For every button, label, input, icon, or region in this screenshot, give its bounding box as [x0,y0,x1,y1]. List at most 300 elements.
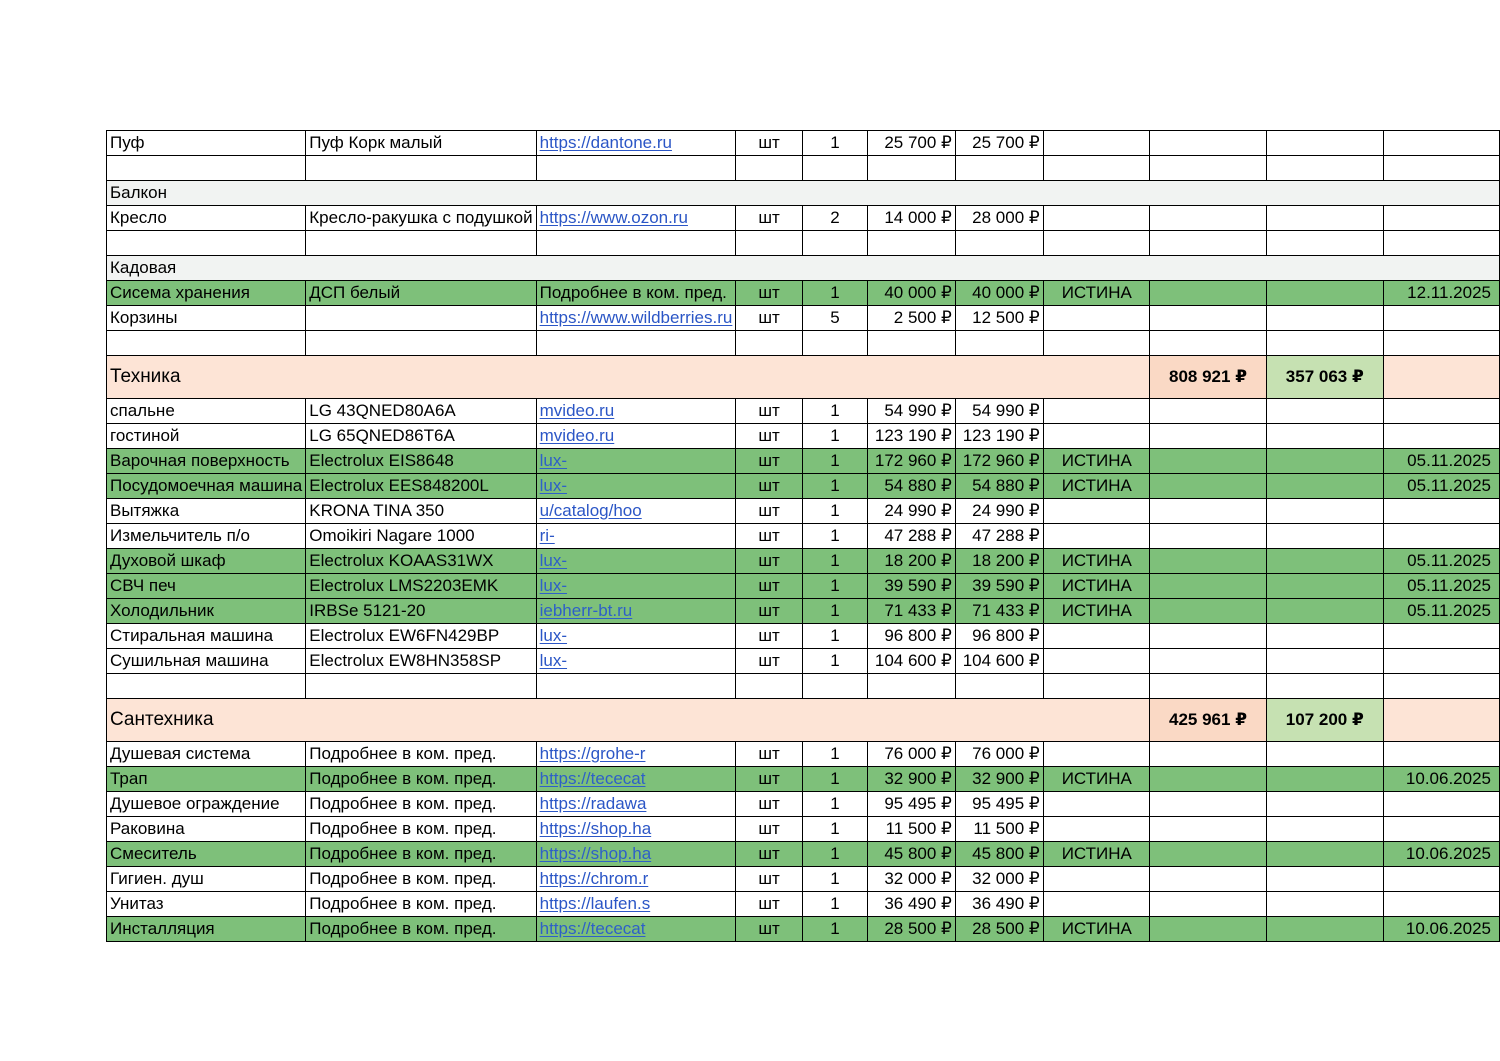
item-qty-cell[interactable]: 1 [802,424,867,449]
empty-cell[interactable] [1150,331,1267,356]
item-link-cell[interactable] [536,206,736,231]
item-model-cell[interactable]: Подробнее в ком. пред. [306,867,536,892]
item-model-cell[interactable]: Electrolux EW6FN429BP [306,624,536,649]
item-total-cell[interactable]: 18 200 ₽ [955,549,1043,574]
empty-cell[interactable] [1266,624,1383,649]
empty-cell[interactable] [1150,649,1267,674]
item-price-cell[interactable]: 54 880 ₽ [868,474,956,499]
item-unit-cell[interactable]: шт [736,892,803,917]
item-paid-flag-cell[interactable] [1043,524,1149,549]
item-model-cell[interactable]: Подробнее в ком. пред. [306,817,536,842]
item-link[interactable]: https://shop.ha [539,844,652,863]
item-paid-flag-cell[interactable] [1043,624,1149,649]
item-link-cell[interactable] [536,524,736,549]
empty-cell[interactable] [1383,674,1499,699]
item-date-cell[interactable] [1383,399,1499,424]
empty-cell[interactable] [1150,574,1267,599]
item-price-cell[interactable]: 123 190 ₽ [868,424,956,449]
empty-cell[interactable] [1150,842,1267,867]
item-name-cell[interactable]: Унитаз [107,892,306,917]
item-link[interactable]: lux- [539,576,568,595]
empty-cell[interactable] [306,674,536,699]
item-paid-flag-cell[interactable] [1043,306,1149,331]
item-paid-flag-cell[interactable] [1043,792,1149,817]
empty-cell[interactable] [1150,892,1267,917]
item-name-cell[interactable]: спальне [107,399,306,424]
item-link-cell[interactable] [536,449,736,474]
empty-cell[interactable] [1043,156,1149,181]
item-qty-cell[interactable]: 1 [802,449,867,474]
empty-cell[interactable] [802,674,867,699]
item-date-cell[interactable] [1383,131,1499,156]
item-total-cell[interactable]: 76 000 ₽ [955,742,1043,767]
item-date-cell[interactable]: 10.06.2025 [1383,767,1499,792]
item-link-cell[interactable] [536,399,736,424]
item-name-cell[interactable]: Стиральная машина [107,624,306,649]
item-link-cell[interactable] [536,817,736,842]
item-date-cell[interactable] [1383,817,1499,842]
item-unit-cell[interactable]: шт [736,306,803,331]
empty-cell[interactable] [1266,842,1383,867]
item-total-cell[interactable]: 12 500 ₽ [955,306,1043,331]
item-model-cell[interactable]: ДСП белый [306,281,536,306]
item-total-cell[interactable]: 25 700 ₽ [955,131,1043,156]
item-paid-flag-cell[interactable]: ИСТИНА [1043,449,1149,474]
item-name-cell[interactable]: Гигиен. душ [107,867,306,892]
item-link-cell[interactable] [536,424,736,449]
empty-cell[interactable] [1150,524,1267,549]
empty-cell[interactable] [868,331,956,356]
empty-cell[interactable] [1150,867,1267,892]
item-date-cell[interactable] [1383,499,1499,524]
empty-cell[interactable] [1266,399,1383,424]
item-link[interactable]: mvideo.ru [539,401,615,420]
item-price-cell[interactable]: 76 000 ₽ [868,742,956,767]
item-link[interactable]: https://laufen.s [539,894,651,913]
item-date-cell[interactable] [1383,792,1499,817]
item-qty-cell[interactable]: 1 [802,624,867,649]
item-unit-cell[interactable]: шт [736,917,803,942]
empty-cell[interactable] [1150,917,1267,942]
empty-cell[interactable] [1383,156,1499,181]
empty-cell[interactable] [536,674,736,699]
item-date-cell[interactable]: 05.11.2025 [1383,599,1499,624]
empty-cell[interactable] [1150,156,1267,181]
item-link[interactable]: https://shop.ha [539,819,652,838]
item-date-cell[interactable]: 10.06.2025 [1383,917,1499,942]
item-paid-flag-cell[interactable]: ИСТИНА [1043,599,1149,624]
item-price-cell[interactable]: 95 495 ₽ [868,792,956,817]
empty-cell[interactable] [1266,131,1383,156]
item-qty-cell[interactable]: 1 [802,867,867,892]
item-name-cell[interactable]: Варочная поверхность [107,449,306,474]
item-link[interactable]: u/catalog/hoo [539,501,642,520]
empty-cell[interactable] [306,231,536,256]
empty-cell[interactable] [802,231,867,256]
item-model-cell[interactable]: Подробнее в ком. пред. [306,767,536,792]
item-total-cell[interactable]: 45 800 ₽ [955,842,1043,867]
item-link[interactable]: https://tececat [539,919,646,938]
item-link-cell[interactable] [536,892,736,917]
empty-cell[interactable] [1266,524,1383,549]
empty-cell[interactable] [955,231,1043,256]
empty-cell[interactable] [802,331,867,356]
item-date-cell[interactable]: 05.11.2025 [1383,574,1499,599]
item-link[interactable]: https://dantone.ru [539,133,672,152]
empty-cell[interactable] [1043,231,1149,256]
item-link-cell[interactable] [536,549,736,574]
empty-cell[interactable] [1150,792,1267,817]
item-link[interactable]: lux- [539,551,568,570]
item-qty-cell[interactable]: 1 [802,817,867,842]
item-total-cell[interactable]: 32 000 ₽ [955,867,1043,892]
item-qty-cell[interactable]: 1 [802,792,867,817]
empty-cell[interactable] [1266,892,1383,917]
item-paid-flag-cell[interactable] [1043,399,1149,424]
empty-cell[interactable] [1266,424,1383,449]
item-price-cell[interactable]: 71 433 ₽ [868,599,956,624]
item-unit-cell[interactable]: шт [736,649,803,674]
item-date-cell[interactable] [1383,742,1499,767]
item-unit-cell[interactable]: шт [736,624,803,649]
empty-cell[interactable] [1150,474,1267,499]
empty-cell[interactable] [1150,424,1267,449]
item-link-cell[interactable] [536,624,736,649]
item-link[interactable]: https://www.ozon.ru [539,208,688,227]
empty-cell[interactable] [1266,917,1383,942]
item-unit-cell[interactable]: шт [736,574,803,599]
item-name-cell[interactable]: Измельчитель п/о [107,524,306,549]
empty-cell[interactable] [1266,499,1383,524]
item-price-cell[interactable]: 40 000 ₽ [868,281,956,306]
item-name-cell[interactable]: СВЧ печ [107,574,306,599]
item-name-cell[interactable]: Пуф [107,131,306,156]
empty-cell[interactable] [1266,306,1383,331]
empty-cell[interactable] [1266,449,1383,474]
empty-cell[interactable] [1150,767,1267,792]
item-price-cell[interactable]: 2 500 ₽ [868,306,956,331]
item-price-cell[interactable]: 14 000 ₽ [868,206,956,231]
item-price-cell[interactable]: 36 490 ₽ [868,892,956,917]
item-qty-cell[interactable]: 1 [802,842,867,867]
empty-cell[interactable] [868,231,956,256]
item-paid-flag-cell[interactable]: ИСТИНА [1043,842,1149,867]
item-model-cell[interactable]: Electrolux EIS8648 [306,449,536,474]
item-price-cell[interactable]: 28 500 ₽ [868,917,956,942]
empty-cell[interactable] [1266,474,1383,499]
empty-cell[interactable] [1043,674,1149,699]
item-unit-cell[interactable]: шт [736,742,803,767]
item-date-cell[interactable] [1383,892,1499,917]
item-name-cell[interactable]: Смеситель [107,842,306,867]
item-price-cell[interactable]: 96 800 ₽ [868,624,956,649]
empty-cell[interactable] [1266,674,1383,699]
item-link[interactable]: https://www.wildberries.ru [539,308,733,327]
item-date-cell[interactable] [1383,524,1499,549]
empty-cell[interactable] [1150,399,1267,424]
item-total-cell[interactable]: 11 500 ₽ [955,817,1043,842]
empty-cell[interactable] [1150,674,1267,699]
item-name-cell[interactable]: Холодильник [107,599,306,624]
item-name-cell[interactable]: Кресло [107,206,306,231]
item-model-cell[interactable]: Пуф Корк малый [306,131,536,156]
item-link[interactable]: lux- [539,626,568,645]
item-unit-cell[interactable]: шт [736,767,803,792]
item-model-cell[interactable]: Electrolux EW8HN358SP [306,649,536,674]
item-unit-cell[interactable]: шт [736,524,803,549]
item-link[interactable]: https://grohe-r [539,744,646,763]
item-price-cell[interactable]: 172 960 ₽ [868,449,956,474]
item-date-cell[interactable]: 05.11.2025 [1383,474,1499,499]
item-qty-cell[interactable]: 1 [802,574,867,599]
empty-cell[interactable] [1266,574,1383,599]
item-total-cell[interactable]: 24 990 ₽ [955,499,1043,524]
item-paid-flag-cell[interactable]: ИСТИНА [1043,549,1149,574]
item-price-cell[interactable]: 11 500 ₽ [868,817,956,842]
item-date-cell[interactable] [1383,624,1499,649]
empty-cell[interactable] [1266,281,1383,306]
item-link-cell[interactable] [536,867,736,892]
item-qty-cell[interactable]: 1 [802,399,867,424]
empty-cell[interactable] [1150,742,1267,767]
empty-cell[interactable] [1266,206,1383,231]
item-paid-flag-cell[interactable]: ИСТИНА [1043,474,1149,499]
item-link-cell[interactable] [536,842,736,867]
item-total-cell[interactable]: 32 900 ₽ [955,767,1043,792]
item-link-cell[interactable] [536,792,736,817]
item-price-cell[interactable]: 18 200 ₽ [868,549,956,574]
item-link-cell[interactable] [536,306,736,331]
item-link-cell[interactable] [536,649,736,674]
item-qty-cell[interactable]: 5 [802,306,867,331]
item-link-cell[interactable] [536,474,736,499]
item-paid-flag-cell[interactable] [1043,817,1149,842]
empty-cell[interactable] [802,156,867,181]
item-paid-flag-cell[interactable] [1043,742,1149,767]
empty-cell[interactable] [868,674,956,699]
item-price-cell[interactable]: 104 600 ₽ [868,649,956,674]
item-unit-cell[interactable]: шт [736,281,803,306]
item-unit-cell[interactable]: шт [736,549,803,574]
item-price-cell[interactable]: 47 288 ₽ [868,524,956,549]
item-model-cell[interactable]: Кресло-ракушка с подушкой [306,206,536,231]
item-date-cell[interactable] [1383,424,1499,449]
item-link[interactable]: lux- [539,451,568,470]
item-link-cell[interactable] [536,574,736,599]
item-name-cell[interactable]: Вытяжка [107,499,306,524]
item-link-cell[interactable] [536,742,736,767]
item-model-cell[interactable]: Подробнее в ком. пред. [306,742,536,767]
item-total-cell[interactable]: 54 990 ₽ [955,399,1043,424]
item-link[interactable]: mvideo.ru [539,426,615,445]
item-name-cell[interactable]: Душевая система [107,742,306,767]
item-paid-flag-cell[interactable]: ИСТИНА [1043,767,1149,792]
item-date-cell[interactable] [1383,206,1499,231]
item-model-cell[interactable]: Omoikiri Nagare 1000 [306,524,536,549]
empty-cell[interactable] [107,331,306,356]
item-unit-cell[interactable]: шт [736,206,803,231]
empty-cell[interactable] [1266,817,1383,842]
item-link[interactable]: https://chrom.r [539,869,649,888]
item-model-cell[interactable]: KRONA TINA 350 [306,499,536,524]
empty-cell[interactable] [736,231,803,256]
item-date-cell[interactable] [1383,867,1499,892]
item-model-cell[interactable]: LG 65QNED86T6A [306,424,536,449]
item-model-cell[interactable]: Electrolux LMS2203EMK [306,574,536,599]
item-qty-cell[interactable]: 1 [802,742,867,767]
item-total-cell[interactable]: 36 490 ₽ [955,892,1043,917]
empty-cell[interactable] [736,331,803,356]
item-link-cell[interactable] [536,499,736,524]
item-qty-cell[interactable]: 1 [802,524,867,549]
item-paid-flag-cell[interactable]: ИСТИНА [1043,281,1149,306]
item-date-cell[interactable] [1383,306,1499,331]
item-total-cell[interactable]: 172 960 ₽ [955,449,1043,474]
item-link-cell[interactable] [536,131,736,156]
item-link-cell[interactable] [536,767,736,792]
empty-cell[interactable] [1266,331,1383,356]
item-name-cell[interactable]: Посудомоечная машина [107,474,306,499]
item-qty-cell[interactable]: 2 [802,206,867,231]
item-name-cell[interactable]: Инсталляция [107,917,306,942]
item-model-cell[interactable]: Electrolux KOAAS31WX [306,549,536,574]
item-paid-flag-cell[interactable] [1043,206,1149,231]
item-paid-flag-cell[interactable] [1043,499,1149,524]
item-qty-cell[interactable]: 1 [802,499,867,524]
empty-cell[interactable] [1150,449,1267,474]
item-unit-cell[interactable]: шт [736,449,803,474]
empty-cell[interactable] [1266,649,1383,674]
item-paid-flag-cell[interactable] [1043,867,1149,892]
item-link-cell[interactable] [536,599,736,624]
empty-cell[interactable] [1150,817,1267,842]
item-unit-cell[interactable]: шт [736,867,803,892]
item-date-cell[interactable]: 05.11.2025 [1383,449,1499,474]
item-paid-flag-cell[interactable] [1043,892,1149,917]
item-model-cell[interactable]: Electrolux EES848200L [306,474,536,499]
item-total-cell[interactable]: 123 190 ₽ [955,424,1043,449]
item-unit-cell[interactable]: шт [736,424,803,449]
empty-cell[interactable] [1266,767,1383,792]
item-total-cell[interactable]: 40 000 ₽ [955,281,1043,306]
item-name-cell[interactable]: Духовой шкаф [107,549,306,574]
empty-cell[interactable] [1383,331,1499,356]
item-name-cell[interactable]: Сисема хранения [107,281,306,306]
item-price-cell[interactable]: 24 990 ₽ [868,499,956,524]
empty-cell[interactable] [1150,599,1267,624]
item-price-cell[interactable]: 39 590 ₽ [868,574,956,599]
item-link[interactable]: https://radawa [539,794,647,813]
empty-cell[interactable] [955,331,1043,356]
item-total-cell[interactable]: 28 500 ₽ [955,917,1043,942]
item-name-cell[interactable]: Трап [107,767,306,792]
item-name-cell[interactable]: гостиной [107,424,306,449]
item-unit-cell[interactable]: шт [736,842,803,867]
item-unit-cell[interactable]: шт [736,474,803,499]
item-qty-cell[interactable]: 1 [802,281,867,306]
empty-cell[interactable] [1043,331,1149,356]
item-qty-cell[interactable]: 1 [802,892,867,917]
empty-cell[interactable] [1266,156,1383,181]
empty-cell[interactable] [1266,742,1383,767]
empty-cell[interactable] [1383,231,1499,256]
empty-cell[interactable] [1150,499,1267,524]
item-total-cell[interactable]: 47 288 ₽ [955,524,1043,549]
item-qty-cell[interactable]: 1 [802,599,867,624]
item-model-cell[interactable]: Подробнее в ком. пред. [306,917,536,942]
item-link[interactable]: lux- [539,651,568,670]
item-total-cell[interactable]: 39 590 ₽ [955,574,1043,599]
item-price-cell[interactable]: 25 700 ₽ [868,131,956,156]
item-unit-cell[interactable]: шт [736,131,803,156]
empty-cell[interactable] [1266,599,1383,624]
empty-cell[interactable] [107,156,306,181]
item-price-cell[interactable]: 32 000 ₽ [868,867,956,892]
item-date-cell[interactable] [1383,649,1499,674]
item-paid-flag-cell[interactable]: ИСТИНА [1043,917,1149,942]
empty-cell[interactable] [107,231,306,256]
empty-cell[interactable] [1150,306,1267,331]
item-link[interactable]: https://tececat [539,769,646,788]
item-total-cell[interactable]: 54 880 ₽ [955,474,1043,499]
empty-cell[interactable] [1266,867,1383,892]
empty-cell[interactable] [1266,549,1383,574]
item-date-cell[interactable]: 05.11.2025 [1383,549,1499,574]
item-qty-cell[interactable]: 1 [802,474,867,499]
empty-cell[interactable] [536,331,736,356]
item-qty-cell[interactable]: 1 [802,549,867,574]
item-name-cell[interactable]: Корзины [107,306,306,331]
item-paid-flag-cell[interactable] [1043,649,1149,674]
item-unit-cell[interactable]: шт [736,599,803,624]
item-unit-cell[interactable]: шт [736,399,803,424]
item-name-cell[interactable]: Душевое ограждение [107,792,306,817]
item-qty-cell[interactable]: 1 [802,649,867,674]
item-link[interactable]: ri- [539,526,555,545]
item-unit-cell[interactable]: шт [736,792,803,817]
item-paid-flag-cell[interactable] [1043,131,1149,156]
item-model-cell[interactable]: IRBSe 5121-20 [306,599,536,624]
item-link[interactable]: iebherr-bt.ru [539,601,633,620]
item-total-cell[interactable]: 28 000 ₽ [955,206,1043,231]
empty-cell[interactable] [868,156,956,181]
empty-cell[interactable] [955,156,1043,181]
item-unit-cell[interactable]: шт [736,817,803,842]
item-unit-cell[interactable]: шт [736,499,803,524]
empty-cell[interactable] [1266,792,1383,817]
item-model-cell[interactable]: Подробнее в ком. пред. [306,792,536,817]
item-link-cell[interactable] [536,281,736,306]
item-qty-cell[interactable]: 1 [802,917,867,942]
item-paid-flag-cell[interactable]: ИСТИНА [1043,574,1149,599]
empty-cell[interactable] [107,674,306,699]
empty-cell[interactable] [1150,206,1267,231]
empty-cell[interactable] [736,156,803,181]
item-model-cell[interactable]: Подробнее в ком. пред. [306,842,536,867]
item-name-cell[interactable]: Раковина [107,817,306,842]
empty-cell[interactable] [1150,624,1267,649]
item-qty-cell[interactable]: 1 [802,767,867,792]
item-total-cell[interactable]: 71 433 ₽ [955,599,1043,624]
item-qty-cell[interactable]: 1 [802,131,867,156]
item-total-cell[interactable]: 104 600 ₽ [955,649,1043,674]
empty-cell[interactable] [306,156,536,181]
item-paid-flag-cell[interactable] [1043,424,1149,449]
item-price-cell[interactable]: 54 990 ₽ [868,399,956,424]
empty-cell[interactable] [536,231,736,256]
empty-cell[interactable] [1150,231,1267,256]
item-price-cell[interactable]: 32 900 ₽ [868,767,956,792]
